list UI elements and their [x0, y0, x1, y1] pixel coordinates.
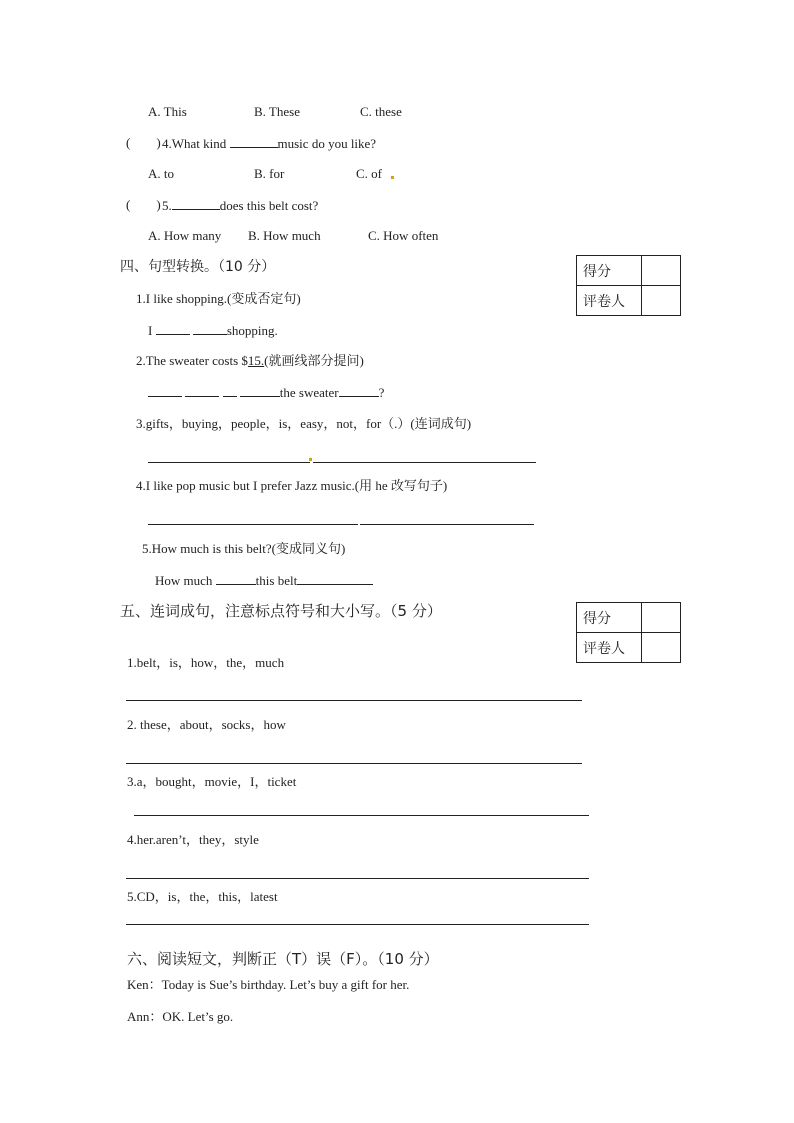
s5-answer-line[interactable] [126, 763, 582, 764]
s4-q5-ans-b: this belt [255, 573, 298, 588]
q4-option-b: B. for [254, 166, 285, 181]
section5-score-table [576, 602, 681, 663]
q5-blank[interactable] [172, 197, 220, 210]
grader-cell[interactable] [642, 633, 681, 663]
s4-q2-q: ? [378, 385, 385, 400]
s4-q3: 3.gifts，buying，people，is，easy，not，for（.）(连词成句) [136, 416, 472, 431]
q3-option-c: C. these [360, 104, 402, 119]
q3-option-b: B. These [254, 104, 300, 119]
s4-q2-blank-5[interactable] [339, 384, 379, 397]
s4-q1-ans-b: shopping. [226, 323, 278, 338]
grader-label: 评卷人 [577, 286, 642, 316]
s5-answer-line[interactable] [134, 815, 589, 816]
s4-q2-underlined: 15. [247, 353, 265, 368]
s4-q2-blank-4[interactable] [240, 384, 280, 397]
s4-q2-blank-2[interactable] [185, 384, 219, 397]
s4-q2-answer [148, 384, 384, 401]
q4-stem [162, 135, 376, 152]
q4-stem-b: music do you like? [277, 136, 377, 151]
section5-title: 五、连词成句，注意标点符号和大小写。（5 分） [120, 602, 442, 620]
q5-stem [162, 197, 318, 214]
s4-q1-ans-a: I [148, 323, 156, 338]
score-cell[interactable] [642, 603, 681, 633]
s4-q1: 1.I like shopping.(变成否定句) [136, 291, 301, 306]
q5-answer-paren[interactable]: ( ) [126, 197, 161, 212]
s4-q2-blank-1[interactable] [148, 384, 182, 397]
decorative-dot [309, 458, 312, 461]
s4-q4: 4.I like pop music but I prefer Jazz music.(用 he 改写句子) [136, 478, 448, 493]
q3-option-a: A. This [148, 104, 187, 119]
s4-q2-b: (就画线部分提问) [264, 353, 364, 368]
s5-answer-line[interactable] [126, 924, 589, 925]
q4-option-c: C. of [356, 166, 382, 181]
s4-q2-ans: the sweater [279, 385, 339, 400]
q4-stem-a: 4.What kind [162, 136, 230, 151]
score-label: 得分 [577, 603, 642, 633]
section4-title: 四、句型转换。（10 分） [120, 259, 276, 275]
s4-q5-ans-a: How much [155, 573, 216, 588]
section6-title: 六、阅读短文，判断正（T）误（F）。（10 分） [127, 950, 439, 968]
q5-option-b: B. How much [248, 228, 321, 243]
s5-item: 1.belt，is，how，the，much [127, 655, 285, 670]
s4-q3-answer-line-1[interactable] [148, 462, 310, 463]
section4-score-table [576, 255, 681, 316]
s4-q5-blank-1[interactable] [216, 572, 256, 585]
q4-blank[interactable] [230, 135, 278, 148]
s6-dialogue-line: Ann：OK. Let’s go. [127, 1009, 234, 1024]
q4-answer-paren[interactable]: ( ) [126, 135, 161, 150]
s4-q4-answer-line-1[interactable] [148, 524, 358, 525]
s4-q2-blank-3[interactable] [223, 384, 237, 397]
s4-q2 [136, 353, 364, 369]
grader-cell[interactable] [642, 286, 681, 316]
s4-q3-answer-line-2[interactable] [313, 462, 536, 463]
s4-q1-blank-1[interactable] [156, 322, 190, 335]
s4-q1-answer [148, 322, 278, 339]
s5-answer-line[interactable] [126, 878, 589, 879]
s4-q4-answer-line-2[interactable] [360, 524, 534, 525]
q5-option-c: C. How often [368, 228, 439, 243]
score-label: 得分 [577, 256, 642, 286]
s5-item: 4.her.aren’t，they，style [127, 832, 259, 847]
s4-q1-blank-2[interactable] [193, 322, 227, 335]
s5-item: 5.CD，is，the，this，latest [127, 889, 278, 904]
s5-item: 3.a，bought，movie，I，ticket [127, 774, 297, 789]
s4-q5-answer [155, 572, 373, 589]
s5-item: 2. these，about，socks，how [127, 717, 286, 732]
q5-option-a: A. How many [148, 228, 222, 243]
grader-label: 评卷人 [577, 633, 642, 663]
q4-option-a: A. to [148, 166, 174, 181]
q5-stem-a: 5. [162, 198, 172, 213]
s4-q5: 5.How much is this belt?(变成同义句) [142, 541, 346, 556]
s4-q5-blank-2[interactable] [297, 572, 373, 585]
s5-answer-line[interactable] [126, 700, 582, 701]
q5-stem-b: does this belt cost? [219, 198, 319, 213]
decorative-dot [391, 176, 394, 179]
s4-q2-a: 2.The sweater costs $ [136, 353, 248, 368]
s6-dialogue-line: Ken：Today is Sue’s birthday. Let’s buy a gift for her. [127, 977, 410, 992]
score-cell[interactable] [642, 256, 681, 286]
